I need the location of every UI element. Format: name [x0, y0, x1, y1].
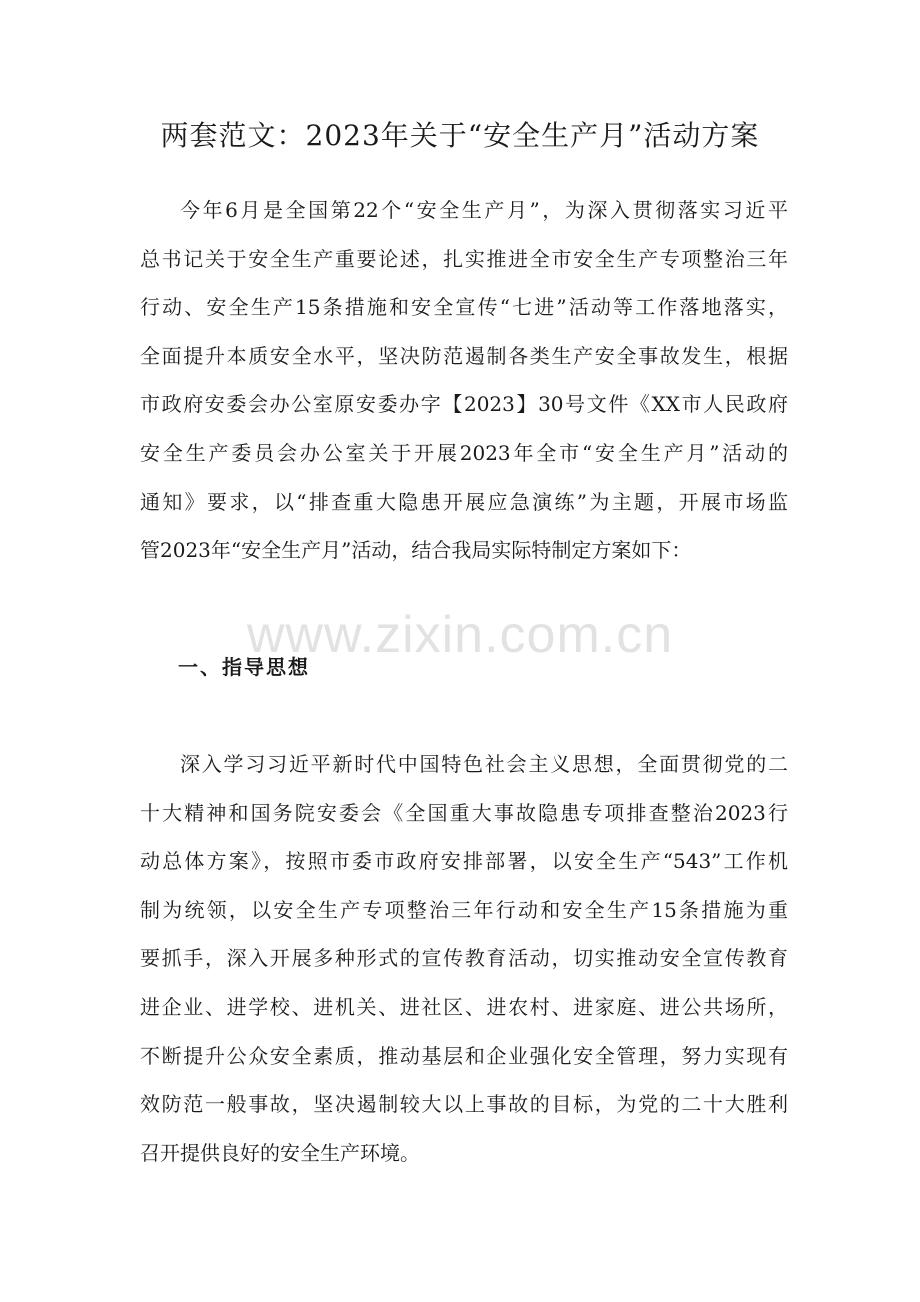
- paragraph-line: 制为统领，以安全生产专项整治三年行动和安全生产15条措施为重: [140, 897, 788, 922]
- paragraph-line: 全面提升本质安全水平，坚决防范遏制各类生产安全事故发生，根据: [140, 343, 788, 368]
- paragraph-line: 效防范一般事故，坚决遏制较大以上事故的目标，为党的二十大胜利: [140, 1092, 788, 1117]
- paragraph-line: 今年6月是全国第22个“安全生产月”，为深入贯彻落实习近平: [180, 198, 788, 222]
- paragraph-line: 管2023年“安全生产月”活动，结合我局实际特制定方案如下：: [140, 538, 692, 563]
- paragraph-line: 市政府安委会办公室原安委办字【2023】30号文件《XX市人民政府: [140, 392, 788, 417]
- paragraph-line: 深入学习习近平新时代中国特色社会主义思想，全面贯彻党的二: [180, 752, 788, 776]
- paragraph-line: 总书记关于安全生产重要论述，扎实推进全市安全生产专项整治三年: [140, 246, 788, 271]
- intro-paragraph: [140, 186, 788, 575]
- paragraph-line: 不断提升公众安全素质，推动基层和企业强化安全管理，努力实现有: [140, 1043, 788, 1068]
- paragraph-line: 动总体方案》，按照市委市政府安排部署，以安全生产“543”工作机: [140, 849, 788, 874]
- paragraph-line: 行动、安全生产15条措施和安全宣传“七进”活动等工作落地落实，: [140, 295, 788, 320]
- paragraph-line: 十大精神和国务院安委会《全国重大事故隐患专项排查整治2023行: [140, 800, 788, 825]
- paragraph-line: 召开提供良好的安全生产环境。: [140, 1140, 420, 1165]
- paragraph-line: 安全生产委员会办公室关于开展2023年全市“安全生产月”活动的: [140, 440, 788, 465]
- paragraph-line: 要抓手，深入开展多种形式的宣传教育活动，切实推动安全宣传教育: [140, 946, 788, 971]
- paragraph-line: 进企业、进学校、进机关、进社区、进农村、进家庭、进公共场所，: [140, 994, 788, 1019]
- watermark: www.zixin.com.cn: [246, 606, 674, 664]
- guiding-ideology-paragraph: [140, 740, 788, 1177]
- paragraph-line: 通知》要求，以“排查重大隐患开展应急演练”为主题，开展市场监: [140, 489, 788, 514]
- document-title: 两套范文：2023年关于“安全生产月”活动方案: [160, 119, 760, 152]
- section-heading: 一、指导思想: [178, 655, 310, 679]
